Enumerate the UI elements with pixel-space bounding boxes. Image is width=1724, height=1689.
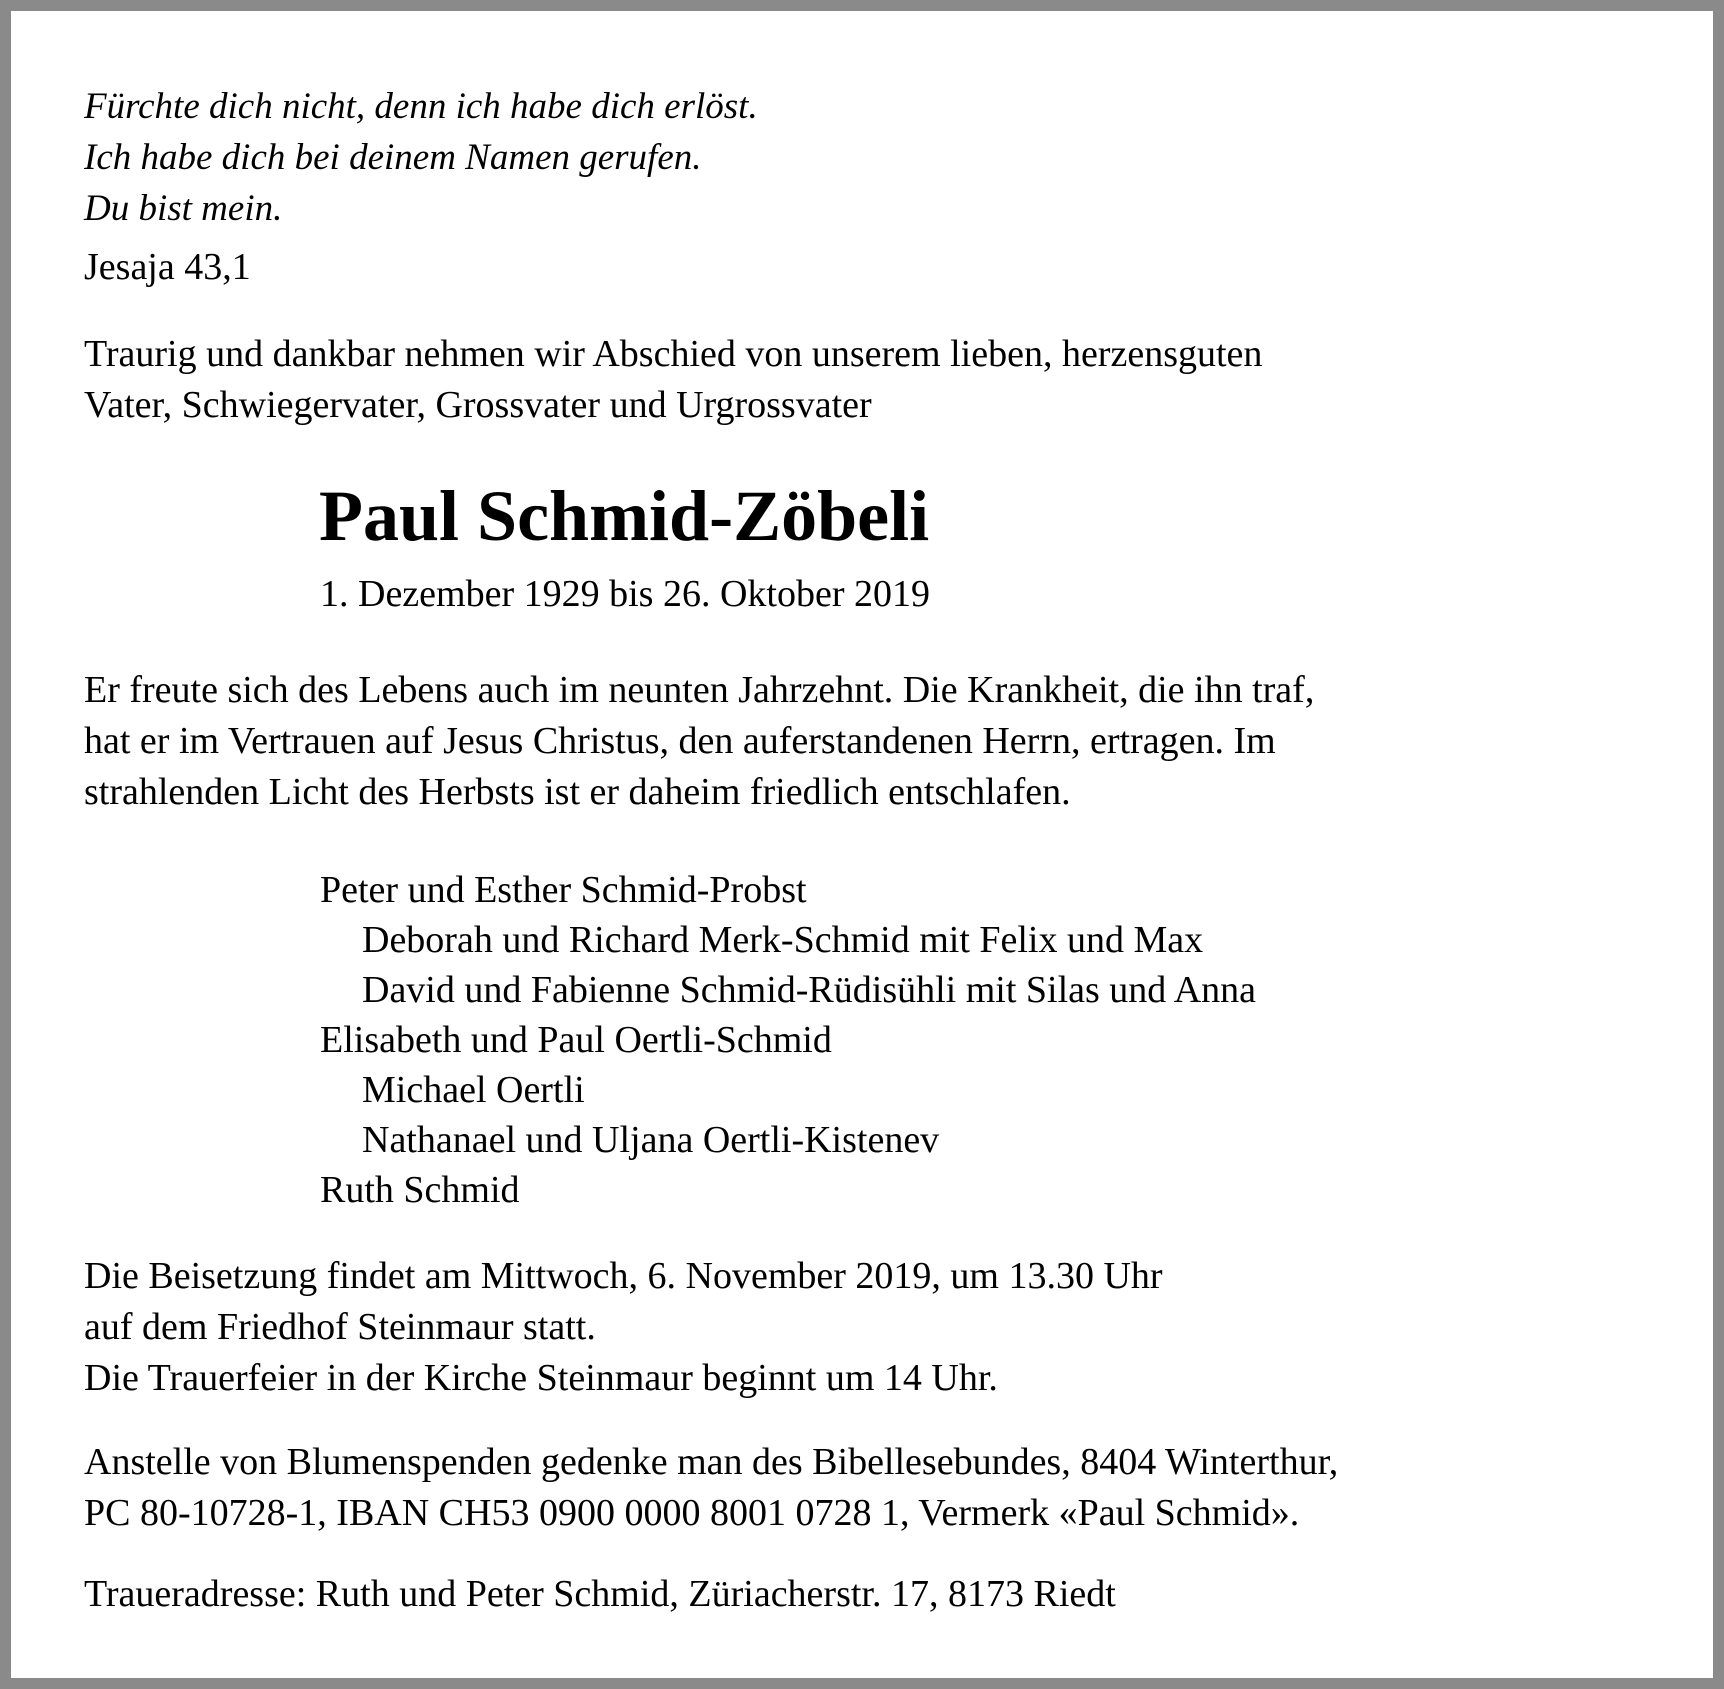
- donation-line: Anstelle von Blumenspenden gedenke man des Bibellesebundes, 8404 Winterthur,: [84, 1441, 1339, 1483]
- address-line: Traueradresse: Ruth und Peter Schmid, Züriacherstr. 17, 8173 Riedt: [84, 1573, 1116, 1615]
- verse-line: Du bist mein.: [84, 188, 283, 229]
- tribute-paragraph: [84, 665, 1314, 818]
- intro-line: Traurig und dankbar nehmen wir Abschied von unserem lieben, herzensguten: [84, 333, 1263, 375]
- tribute-line: strahlenden Licht des Herbsts ist er daheim friedlich entschlafen.: [84, 771, 1071, 813]
- mourners-list: [320, 865, 1256, 1215]
- funeral-info: [84, 1251, 1163, 1404]
- obituary-notice: [11, 11, 1713, 1678]
- intro-paragraph: [84, 329, 1262, 431]
- tribute-line: hat er im Vertrauen auf Jesus Christus, den auferstandenen Herrn, ertragen. Im: [84, 720, 1276, 762]
- life-dates: 1. Dezember 1929 bis 26. Oktober 2019: [320, 573, 930, 615]
- mourner-grandchild: Michael Oertli: [362, 1069, 585, 1111]
- donation-line: PC 80-10728-1, IBAN CH53 0900 0000 8001 0728 1, Vermerk «Paul Schmid».: [84, 1492, 1300, 1534]
- verse-line: Fürchte dich nicht, denn ich habe dich erlöst.: [84, 86, 758, 127]
- verse-line: Ich habe dich bei deinem Namen gerufen.: [84, 137, 702, 178]
- donation-info: [84, 1437, 1338, 1539]
- funeral-line: auf dem Friedhof Steinmaur statt.: [84, 1306, 596, 1348]
- funeral-line: Die Beisetzung findet am Mittwoch, 6. November 2019, um 13.30 Uhr: [84, 1255, 1163, 1297]
- bible-verse: [84, 81, 758, 234]
- tribute-line: Er freute sich des Lebens auch im neunten Jahrzehnt. Die Krankheit, die ihn traf,: [84, 669, 1315, 711]
- mourner-grandchild: Nathanael und Uljana Oertli-Kistenev: [362, 1119, 940, 1161]
- verse-reference: Jesaja 43,1: [84, 246, 251, 288]
- intro-line: Vater, Schwiegervater, Grossvater und Urgrossvater: [84, 384, 872, 426]
- funeral-line: Die Trauerfeier in der Kirche Steinmaur beginnt um 14 Uhr.: [84, 1357, 998, 1399]
- mourner-family: Elisabeth und Paul Oertli-Schmid: [320, 1019, 832, 1061]
- mourner-family: Ruth Schmid: [320, 1169, 520, 1211]
- mourning-address: [84, 1569, 1116, 1620]
- mourner-grandchild: Deborah und Richard Merk-Schmid mit Felix und Max: [362, 919, 1204, 961]
- mourner-family: Peter und Esther Schmid-Probst: [320, 869, 807, 911]
- mourner-grandchild: David und Fabienne Schmid-Rüdisühli mit Silas und Anna: [362, 969, 1257, 1011]
- deceased-name: Paul Schmid-Zöbeli: [319, 476, 930, 556]
